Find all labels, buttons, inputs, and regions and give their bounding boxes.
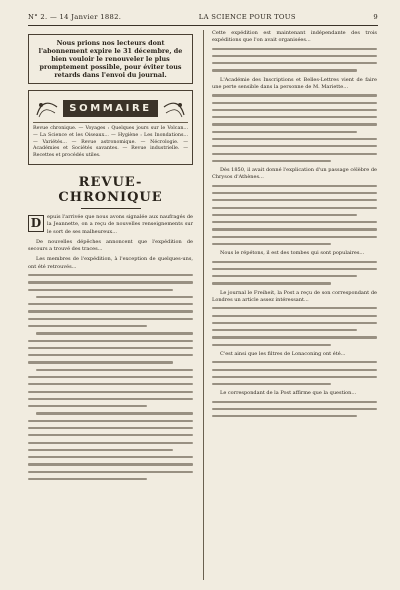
notice-text: Nous prions nos lecteurs dont l'abonnement expire le 31 décembre, de bien vouloir le renouveler le plus promptement possible, pour éviter tous retards dans l'envoi du journal. xyxy=(38,39,183,79)
right-column xyxy=(212,30,377,423)
title-rule xyxy=(81,208,141,209)
right-text-lines-7 xyxy=(212,401,377,418)
right-paragraph-3: Dès 1850, il avait donné l'explication d'un passage célèbre de Chrysos d'Athènes... xyxy=(212,167,377,181)
right-text-lines-2 xyxy=(212,94,377,162)
right-paragraph-2: L'Académie des Inscriptions et Belles-Lettres vient de faire une perte sensible dans la personne de M. Mariette... xyxy=(212,76,377,91)
left-text-lines xyxy=(28,274,193,480)
header-rule xyxy=(28,25,378,26)
left-column xyxy=(28,30,193,485)
left-paragraph-1: epuis l'arrivée que nous avons signalée aux naufragés de la Jeannette, on a reçu de nouvelles renseignements sur le sort de ses malheureux... xyxy=(47,213,193,235)
column-divider xyxy=(203,30,204,580)
page-number: 9 xyxy=(373,13,378,21)
right-text-lines-6 xyxy=(212,361,377,385)
issue-date: N° 2. — 14 Janvier 1882. xyxy=(28,13,122,21)
left-paragraph-3: Les membres de l'expédition, à l'exception de quelques-uns, ont été retrouvés... xyxy=(28,256,193,270)
sommaire-title: SOMMAIRE xyxy=(63,100,157,117)
sommaire-text: Revue chronique. — Voyages : Quelques jours sur le Volcan... — La Science et les Oiseaux... — Hygiène : Les Inondations... — Variétés... — Revue astronomique. — Nécrologie. — Académies et Sociétés savantes. — Revue industrielle. — Recettes et procédés utiles. xyxy=(33,126,188,159)
right-paragraph-4: Nous le répétons, il est des tombes qui sont populaires... xyxy=(220,250,365,257)
sommaire-box xyxy=(28,90,193,165)
right-paragraph-1: Cette expédition est maintenant indépendante des trois expéditions que l'on avait organisées... xyxy=(212,30,377,44)
right-text-lines-4 xyxy=(212,261,377,285)
drop-cap: D xyxy=(28,215,44,232)
ornament-right-icon xyxy=(162,97,186,119)
right-text-lines-5 xyxy=(212,307,377,346)
right-text-lines-3 xyxy=(212,185,377,245)
running-header xyxy=(28,10,378,24)
article-start xyxy=(28,214,193,236)
left-paragraph-2: De nouvelles dépêches annoncent que l'expédition de secours a trouvé des traces... xyxy=(28,238,193,253)
ornament-left-icon xyxy=(35,97,59,119)
right-paragraph-6: C'est ainsi que les filtres de Lonaconing ont été... xyxy=(220,350,346,357)
subscription-notice xyxy=(28,34,193,84)
section-title: REVUE-CHRONIQUE xyxy=(58,174,163,205)
right-text-lines-1 xyxy=(212,48,377,72)
right-paragraph-7: Le correspondant de la Post affirme que la question... xyxy=(220,390,357,397)
sommaire-banner xyxy=(33,94,188,123)
journal-title: LA SCIENCE POUR TOUS xyxy=(198,13,296,21)
right-paragraph-5: Le journal le Freiheit, la Post a reçu de son correspondant de Londres un article assez intéressant... xyxy=(212,289,377,303)
